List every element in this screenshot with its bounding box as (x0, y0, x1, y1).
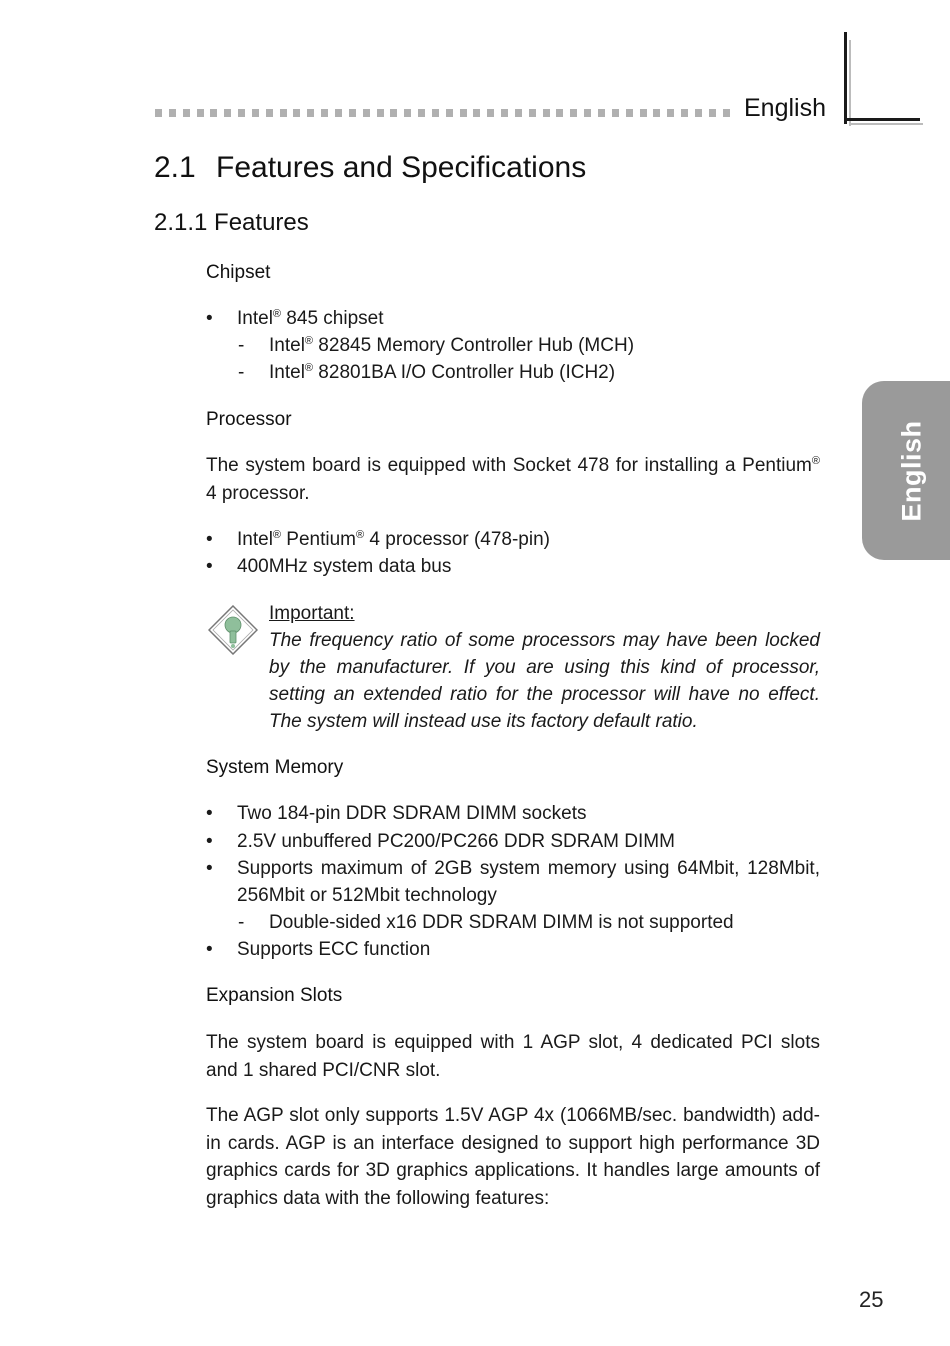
important-note-body: The frequency ratio of some processors may have been locked by the manufacturer. If you are using this kind of processor, setting an extended ratio for the processor will have no effect. The system will instead use its factory default ratio. (269, 630, 820, 732)
chipset-sub-item-2: Intel® 82801BA I/O Controller Hub (ICH2) (269, 362, 616, 383)
header-dot (293, 109, 300, 117)
section-number: 2.1 (154, 151, 196, 184)
chipset-bullet-1: Intel® 845 chipset (237, 308, 384, 329)
bullet-marker: • (206, 308, 213, 329)
header-dot (252, 109, 259, 117)
chipset-sub-item-1: Intel® 82845 Memory Controller Hub (MCH) (269, 335, 635, 356)
header-dot (432, 109, 439, 117)
bullet-marker: • (206, 556, 213, 577)
header-dot (460, 109, 467, 117)
header-dot (446, 109, 453, 117)
bullet-marker: • (206, 529, 213, 550)
memory-bullet-4: Supports ECC function (237, 939, 431, 960)
header-dot (723, 109, 730, 117)
bullet-marker: • (206, 831, 213, 852)
page-corner-mark-base (844, 118, 920, 121)
side-tab-label: English (896, 419, 927, 522)
header-dotted-rule (155, 109, 730, 119)
dash-marker: - (238, 335, 245, 356)
header-dot (570, 109, 577, 117)
section-title: Features and Specifications (216, 151, 587, 184)
header-dot (653, 109, 660, 117)
header-dot (418, 109, 425, 117)
header-dot (709, 109, 716, 117)
header-language-label: English (744, 94, 826, 122)
header-dot (473, 109, 480, 117)
header-dot (335, 109, 342, 117)
header-dot (626, 109, 633, 117)
important-note-icon (208, 605, 258, 655)
subsection-heading: 2.1.1 Features (154, 209, 309, 236)
header-dot (543, 109, 550, 117)
language-side-tab (862, 381, 950, 560)
expansion-paragraph-1: The system board is equipped with 1 AGP slot, 4 dedicated PCI slots and 1 shared PCI/CNR slot. (206, 1032, 820, 1081)
header-dot (390, 109, 397, 117)
memory-bullet-3: Supports maximum of 2GB system memory using 64Mbit, 128Mbit, 256Mbit or 512Mbit technology (237, 858, 820, 906)
processor-heading: Processor (206, 409, 292, 430)
expansion-heading: Expansion Slots (206, 985, 343, 1006)
important-note-title: Important: (269, 603, 355, 624)
processor-bullet-1: Intel® Pentium® 4 processor (478-pin) (237, 529, 550, 550)
header-dot (598, 109, 605, 117)
header-dot (266, 109, 273, 117)
page-corner-mark-shadow-base (849, 123, 923, 125)
header-dot (584, 109, 591, 117)
memory-sub-item-1: Double-sided x16 DDR SDRAM DIMM is not supported (269, 912, 734, 933)
header-dot (155, 109, 162, 117)
section-heading (154, 150, 586, 186)
expansion-paragraph-2: The AGP slot only supports 1.5V AGP 4x (1066MB/sec. bandwidth) add-in cards. AGP is an interface designed to support high performance 3D graphics cards for 3D graphics applications. It handles large amounts of graphics data with the following features: (206, 1105, 820, 1209)
header-dot (501, 109, 508, 117)
header-dot (169, 109, 176, 117)
dash-marker: - (238, 912, 245, 933)
header-dot (515, 109, 522, 117)
header-dot (556, 109, 563, 117)
header-dot (280, 109, 287, 117)
header-dot (238, 109, 245, 117)
chipset-heading: Chipset (206, 262, 271, 283)
header-dot (363, 109, 370, 117)
header-dot (681, 109, 688, 117)
header-dot (183, 109, 190, 117)
page-corner-mark-shadow (849, 40, 851, 126)
header-dot (377, 109, 384, 117)
page-corner-mark (844, 32, 847, 124)
header-dot (667, 109, 674, 117)
processor-paragraph: The system board is equipped with Socket 478 for installing a Pentium® 4 processor. (206, 455, 820, 504)
header-dot (487, 109, 494, 117)
memory-heading: System Memory (206, 757, 344, 778)
header-dot (224, 109, 231, 117)
bullet-marker: • (206, 939, 213, 960)
processor-bullet-2: 400MHz system data bus (237, 556, 452, 577)
header-dot (529, 109, 536, 117)
memory-bullet-1: Two 184-pin DDR SDRAM DIMM sockets (237, 803, 587, 824)
memory-bullet-2: 2.5V unbuffered PC200/PC266 DDR SDRAM DIMM (237, 831, 675, 852)
bullet-marker: • (206, 803, 213, 824)
dash-marker: - (238, 362, 245, 383)
header-dot (307, 109, 314, 117)
header-dot (197, 109, 204, 117)
header-dot (640, 109, 647, 117)
bullet-marker: • (206, 858, 213, 879)
header-dot (695, 109, 702, 117)
header-dot (404, 109, 411, 117)
header-dot (612, 109, 619, 117)
header-dot (210, 109, 217, 117)
header-dot (349, 109, 356, 117)
page-number: 25 (859, 1287, 884, 1312)
header-dot (321, 109, 328, 117)
